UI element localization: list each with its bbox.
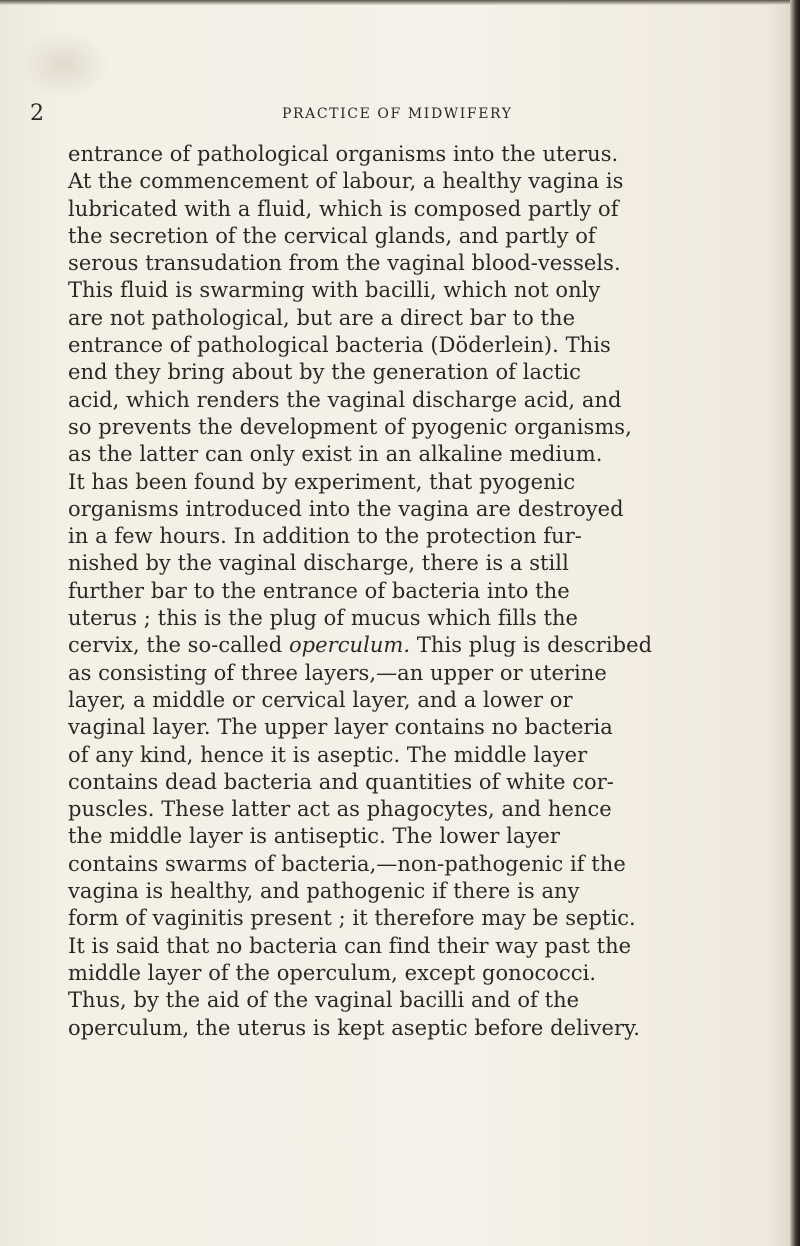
page-number: 2 [30,101,44,126]
text-line: contains dead bacteria and quantities of white cor- [68,769,614,794]
page-binding-edge [790,0,800,1246]
text-line: middle layer of the operculum, except gonococci. [68,960,597,985]
text-line: end they bring about by the generation of lactic [68,360,581,385]
text-line: This fluid is swarming with bacilli, which not only [68,278,601,303]
text-line-operculum [68,632,788,659]
text-line: nished by the vaginal discharge, there is a still [68,551,569,576]
text-line: serous transudation from the vaginal blood-vessels. [68,251,621,276]
running-head: PRACTICE OF MIDWIFERY [282,106,513,122]
text-line: It has been found by experiment, that pyogenic [68,469,576,494]
body-text [68,141,788,1042]
text-line: contains swarms of bacteria,—non-pathogenic if the [68,851,626,876]
text-line: puscles. These latter act as phagocytes, and hence [68,797,612,822]
text-line: as consisting of three layers,—an upper or uterine [68,660,607,685]
text-line: vagina is healthy, and pathogenic if there is any [68,879,580,904]
text-line: further bar to the entrance of bacteria into the [68,578,570,603]
text-line: the middle layer is antiseptic. The lower layer [68,824,560,849]
text-line: uterus ; this is the plug of mucus which fills the [68,606,579,631]
text-line: layer, a middle or cervical layer, and a lower or [68,687,573,712]
text-line: the secretion of the cervical glands, and partly of [68,223,596,248]
text-segment: cervix, the so-called [68,633,289,658]
text-segment: This plug is described [410,633,653,658]
italic-term-operculum: operculum. [288,633,411,658]
text-line: operculum, the uterus is kept aseptic before delivery. [68,1015,640,1040]
text-line: organisms introduced into the vagina are destroyed [68,496,624,521]
page-top-edge [0,0,800,5]
text-line: Thus, by the aid of the vaginal bacilli and of the [68,988,580,1013]
text-line: so prevents the development of pyogenic organisms, [68,414,632,439]
text-line: entrance of pathological organisms into the uterus. [68,142,619,166]
page-header [0,103,800,125]
text-line: At the commencement of labour, a healthy vagina is [68,169,624,194]
text-line: as the latter can only exist in an alkaline medium. [68,442,603,467]
text-line: are not pathological, but are a direct bar to the [68,305,576,330]
text-line: vaginal layer. The upper layer contains no bacteria [68,715,613,740]
text-line: entrance of pathological bacteria (Döderlein). This [68,333,611,358]
text-line: acid, which renders the vaginal discharge acid, and [68,387,622,412]
text-line: in a few hours. In addition to the protection fur- [68,524,582,549]
text-line: form of vaginitis present ; it therefore may be septic. [68,906,636,931]
text-line: of any kind, hence it is aseptic. The middle layer [68,742,588,767]
text-line: lubricated with a fluid, which is composed partly of [68,196,619,221]
text-line: It is said that no bacteria can find their way past the [68,933,632,958]
paper-stain [20,30,110,100]
